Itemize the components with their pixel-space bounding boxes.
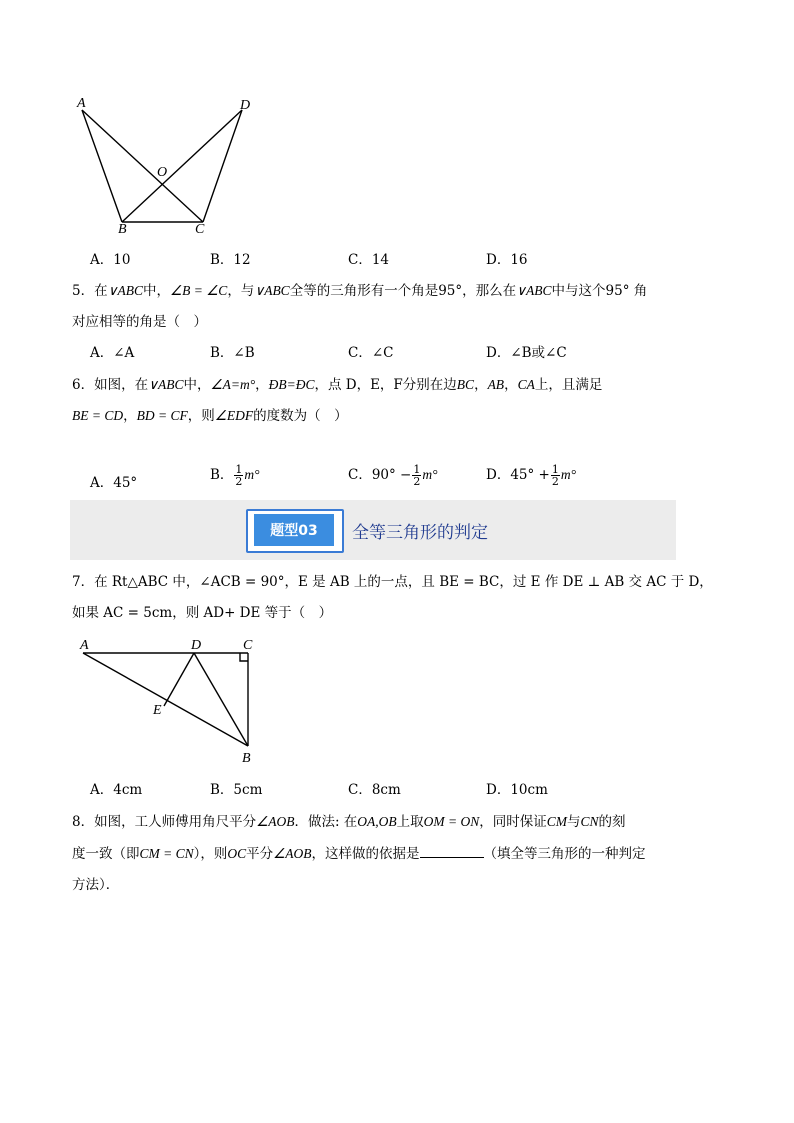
q5-line2: 对应相等的角是（ ） [72,314,207,330]
q8-line2: 度一致（即CM = CN），则OC平分∠AOB，这样做的依据是 （填全等三角形的一种判定 [72,846,646,862]
segment-dc [203,110,242,222]
label-d: D [240,98,251,113]
section-badge: 题型03 [254,514,334,546]
q6-line2: BE = CD，BD = CF，则∠EDF的度数为（ ） [72,408,348,424]
q6-option-b: B． $\frac{1}{2}$ m° [210,463,260,488]
segment-db [194,653,248,746]
q5-option-b: B．∠B [210,345,255,361]
segment-de [164,653,194,706]
q7-option-a: A．4cm [90,782,143,798]
q4-option-d: D．16 [486,252,528,268]
section-title: 全等三角形的判定 [352,523,488,543]
q5-option-d: D．∠B或∠C [486,345,567,361]
right-angle-mark [240,653,248,661]
segment-ab [83,653,248,746]
label-c: C [195,222,205,237]
q4-option-a: A．10 [90,252,131,268]
label-e2: E [153,703,162,718]
q8-line3: 方法）． [72,877,120,893]
label-b2: B [242,751,251,766]
q8-line1: 8．如图，工人师傅用角尺平分∠AOB．做法: 在OA,OB上取OM = ON，同时保证CM与CN的刻 [72,814,626,830]
q6-option-a: A．45° [90,475,138,491]
figure-bowtie [70,95,270,245]
q4-option-c: C．14 [348,252,390,268]
segment-ac [82,110,203,222]
label-a2: A [80,638,89,653]
label-a: A [77,96,86,111]
q7-line1: 7．在 Rt△ABC 中，∠ACB = 90°，E 是 AB 上的一点，且 BE = BC，过 E 作 DE ⊥ AB 交 AC 于 D， [72,574,713,590]
q5-line1: 5．在∨ABC中，∠B = ∠C，与∨ABC全等的三角形有一个角是95°，那么在∨ABC中与这个95° 角 [72,283,648,299]
segment-db [122,110,242,222]
figure-right-triangle [70,636,270,766]
q7-option-d: D．10cm [486,782,548,798]
q7-line2: 如果 AC = 5cm，则 AD+ DE 等于（ ） [72,605,333,621]
q5-option-a: A．∠A [90,345,135,361]
q7-option-b: B．5cm [210,782,263,798]
q6-line1: 6．如图，在∨ABC中，∠A=m°，ÐB=ÐC，点 D，E，F分别在边BC，AB，CA上，且满足 [72,377,603,393]
q7-option-c: C．8cm [348,782,401,798]
q5-option-c: C．∠C [348,345,394,361]
answer-blank[interactable] [420,845,484,858]
q6-option-c: C．90° − $\frac{1}{2}$ m° [348,463,438,488]
label-o: O [157,165,168,180]
q6-option-d: D．45° + $\frac{1}{2}$ m° [486,463,577,488]
q4-option-b: B．12 [210,252,251,268]
label-b: B [118,222,127,237]
label-c2: C [243,638,253,653]
segment-ab [82,110,122,222]
label-d2: D [191,638,202,653]
